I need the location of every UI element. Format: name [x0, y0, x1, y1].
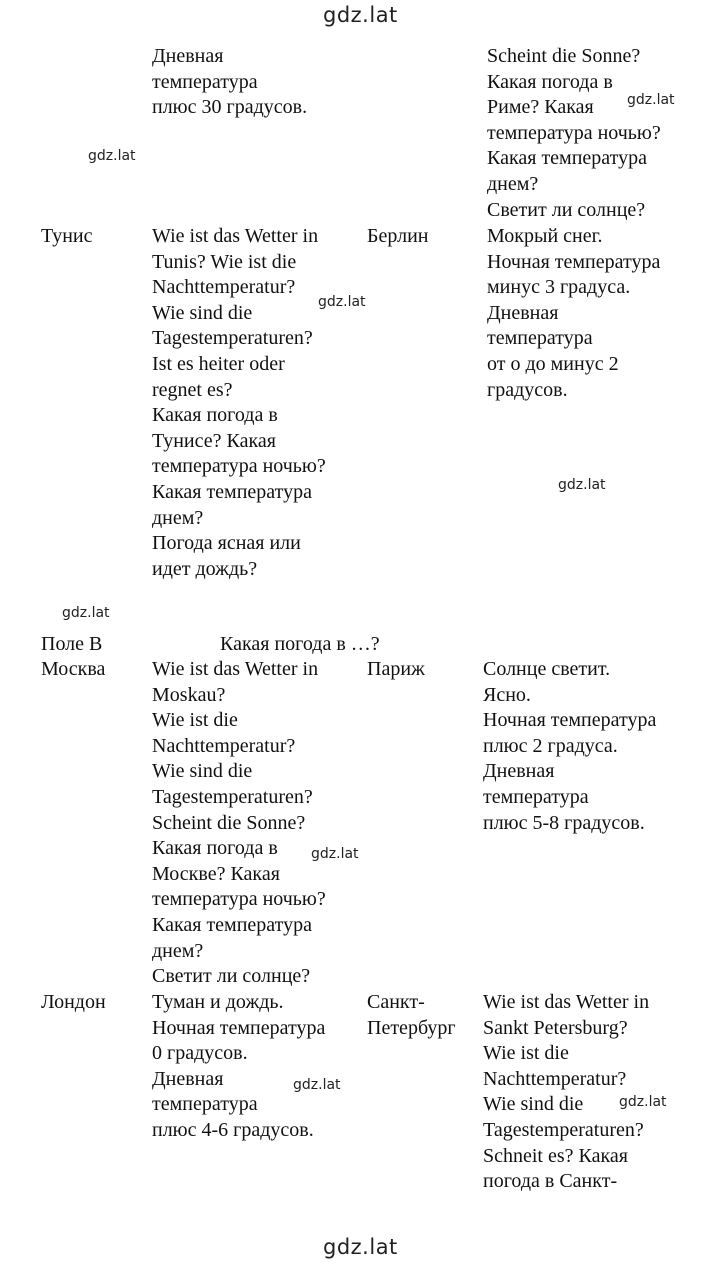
text-line: Туман и дождь.	[152, 991, 284, 1013]
text-line: днем?	[152, 506, 204, 529]
watermark: gdz.lat	[293, 1077, 341, 1093]
city-label-paris: Париж	[367, 658, 425, 680]
text-line: плюс 4-6 градусов.	[152, 1118, 314, 1141]
text-line: плюс 2 градуса.	[483, 734, 618, 757]
text-line: Какая температура	[487, 147, 648, 170]
text-line: Дневная	[152, 1067, 224, 1090]
text-line: Ясно.	[483, 683, 531, 706]
watermark: gdz.lat	[619, 1094, 667, 1110]
text-line: плюс 5-8 градусов.	[483, 811, 645, 834]
rome-questions-block	[487, 44, 661, 223]
watermark: gdz.lat	[311, 846, 359, 862]
text-line: Sankt Petersburg?	[483, 1016, 628, 1039]
text-line: Wie ist das Wetter in	[152, 658, 319, 680]
text-line: Wie ist das Wetter in	[483, 991, 650, 1013]
text-line: температура ночью?	[152, 455, 326, 478]
paris-answer-block	[483, 657, 656, 836]
london-answer-block	[152, 990, 325, 1144]
watermark: gdz.lat	[62, 605, 110, 621]
city-label-tunis: Тунис	[41, 225, 93, 247]
st-petersburg-questions-block	[483, 990, 649, 1195]
section-heading: Какая погода в …?	[220, 633, 380, 655]
text-line: Wie ist die	[152, 709, 238, 732]
text-line: температура	[152, 70, 258, 93]
city-label-st-petersburg	[367, 990, 456, 1041]
text-line: Tagestemperaturen?	[152, 327, 313, 350]
text-line: погода в Санкт-	[483, 1170, 618, 1193]
text-line: Погода ясная или	[152, 532, 301, 555]
text-line: Moskau?	[152, 683, 226, 706]
text-line: градусов.	[487, 378, 568, 401]
text-line: Tunis? Wie ist die	[152, 250, 297, 273]
text-line: температура ночью?	[152, 888, 326, 911]
text-line: Wie sind die	[483, 1093, 584, 1116]
text-line: Ночная температура	[152, 1016, 326, 1039]
text-line: плюс 30 градусов.	[152, 96, 308, 119]
text-line: Wie ist das Wetter in	[152, 225, 319, 247]
city-label-london: Лондон	[41, 991, 106, 1013]
text-line: Какая погода в	[152, 404, 278, 427]
text-line: Петербург	[367, 1016, 456, 1039]
text-line: температура ночью?	[487, 121, 661, 144]
text-line: Солнце светит.	[483, 658, 611, 680]
city-label-berlin: Берлин	[367, 225, 429, 247]
text-line: Nachttemperatur?	[483, 1067, 627, 1090]
text-line: Nachttemperatur?	[152, 276, 296, 299]
text-line: Санкт-	[367, 991, 425, 1013]
text-line: Ist es heiter oder	[152, 352, 285, 375]
text-line: Светит ли солнце?	[152, 965, 311, 988]
text-line: Какая температура	[152, 480, 313, 503]
text-line: Scheint die Sonne?	[487, 45, 641, 67]
text-line: днем?	[152, 939, 204, 962]
text-line: Wie sind die	[152, 760, 253, 783]
text-line: Дневная	[487, 301, 559, 324]
berlin-answer-block	[487, 224, 660, 403]
text-line: температура	[152, 1093, 258, 1116]
text-line: Schneit es? Какая	[483, 1144, 628, 1167]
text-line: Дневная	[152, 45, 224, 67]
text-line: от о до минус 2	[487, 352, 619, 375]
text-line: Какая погода в	[152, 837, 278, 860]
text-line: температура	[483, 785, 589, 808]
text-line: Дневная	[483, 760, 555, 783]
watermark: gdz.lat	[318, 294, 366, 310]
text-line: Scheint die Sonne?	[152, 811, 306, 834]
text-line: минус 3 градуса.	[487, 276, 631, 299]
watermark: gdz.lat	[627, 92, 675, 108]
text-line: Tagestemperaturen?	[152, 785, 313, 808]
field-label: Поле В	[41, 633, 103, 655]
text-line: 0 градусов.	[152, 1042, 248, 1065]
text-line: днем?	[487, 172, 539, 195]
footer-watermark: gdz.lat	[323, 1235, 398, 1259]
text-line: идет дождь?	[152, 557, 258, 580]
text-line: Wie sind die	[152, 301, 253, 324]
watermark: gdz.lat	[558, 477, 606, 493]
text-line: Светит ли солнце?	[487, 198, 646, 221]
rome-daytemp-block	[152, 44, 307, 121]
text-line: Мокрый снег.	[487, 225, 603, 247]
text-line: Nachttemperatur?	[152, 734, 296, 757]
text-line: Ночная температура	[487, 250, 661, 273]
moscow-questions-block	[152, 657, 326, 990]
text-line: Москве? Какая	[152, 862, 280, 885]
text-line: Риме? Какая	[487, 96, 594, 119]
tunis-questions-block	[152, 224, 326, 582]
city-label-moscow: Москва	[41, 658, 106, 680]
text-line: температура	[487, 327, 593, 350]
text-line: Tagestemperaturen?	[483, 1118, 644, 1141]
text-line: Тунисе? Какая	[152, 429, 276, 452]
header-watermark: gdz.lat	[323, 3, 398, 27]
text-line: Wie ist die	[483, 1042, 569, 1065]
text-line: regnet es?	[152, 378, 233, 401]
text-line: Ночная температура	[483, 709, 657, 732]
text-line: Какая погода в	[487, 70, 613, 93]
watermark: gdz.lat	[88, 148, 136, 164]
text-line: Какая температура	[152, 913, 313, 936]
